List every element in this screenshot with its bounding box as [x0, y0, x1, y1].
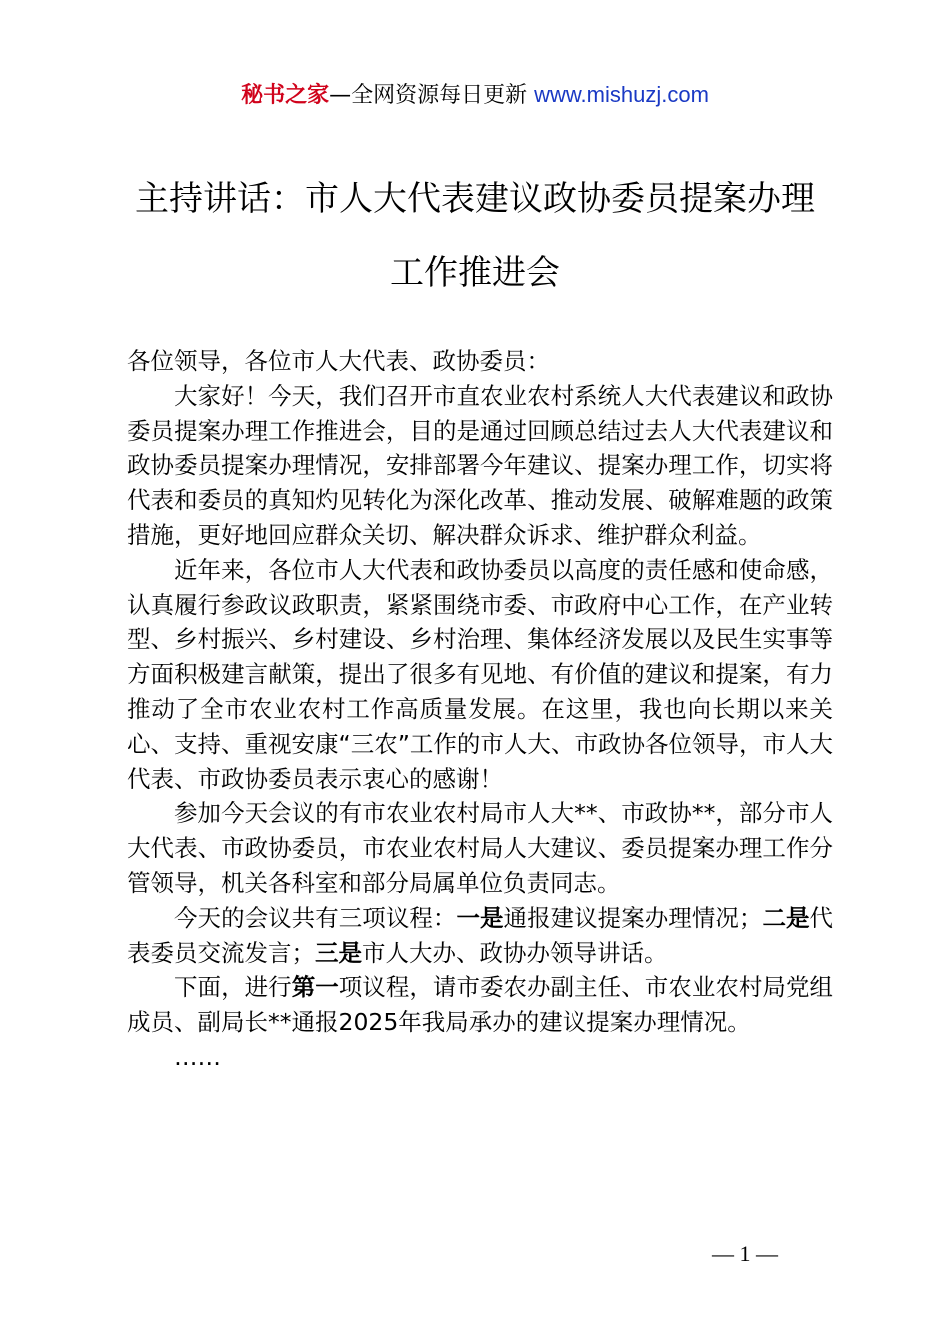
- page-number: — 1 —: [712, 1241, 778, 1266]
- agenda-item-2: 代表委员交流发言；: [127, 903, 834, 967]
- document-title: [100, 162, 850, 310]
- title-line-2: 工作推进会: [390, 253, 560, 293]
- paragraph-3: 参加今天会议的有市农业农村局市人大**、市政协**，部分市人大代表、市政协委员，市农业农村局人大建议、委员提案办理工作分管领导，机关各科室和部分局属单位负责同志。: [127, 799, 833, 897]
- paragraph-2: 近年来，各位市人大代表和政协委员以高度的责任感和使命感，认真履行参政议政职责，紧紧围绕市委、市政府中心工作，在产业转型、乡村振兴、乡村建设、乡村治理、集体经济发展以及民生实事等方面积极建言献策，提出了很多有见地、有价值的建议和提案，有力推动了全市农业农村工作高质量发展。在这里，我也向长期以来关心、支持、重视安康“三农”工作的市人大、市政协各位领导，市人大代表、市政协委员表示衷心的感谢！: [127, 555, 833, 793]
- ellipsis: ……: [174, 1042, 221, 1071]
- paragraph-5: [127, 970, 833, 1040]
- paragraph-4: [127, 901, 833, 971]
- p5-first-marker: 第一: [291, 973, 339, 1002]
- agenda-intro: 今天的会议共有三项议程：: [174, 903, 457, 932]
- site-header: [0, 80, 950, 111]
- agenda-item-3-marker: 三是: [315, 938, 362, 967]
- agenda-item-3: 市人大办、政协办领导讲话。: [362, 938, 668, 967]
- agenda-item-1: 通报建议提案办理情况；: [503, 903, 763, 932]
- salutation: 各位领导，各位市人大代表、政协委员：: [127, 347, 550, 375]
- agenda-item-2-marker: 二是: [762, 903, 810, 932]
- p5-text-rest: 项议程，请市委农办副主任、市农业农村局党组成员、副局长**通报2025年我局承办的建议提案办理情况。: [127, 973, 834, 1037]
- header-tagline: —全网资源每日更新: [329, 83, 535, 108]
- site-url-link[interactable]: www.mishuzj.com: [534, 82, 709, 107]
- brand-name: 秘书之家: [241, 83, 330, 108]
- agenda-item-1-marker: 一是: [456, 903, 504, 932]
- title-line-1: 主持讲话：市人大代表建议政协委员提案办理: [135, 179, 815, 219]
- document-body: [127, 344, 833, 1075]
- p5-text-start: 下面，进行: [174, 973, 292, 1002]
- paragraph-1: 大家好！今天，我们召开市直农业农村系统人大代表建议和政协委员提案办理工作推进会，目的是通过回顾总结过去人大代表建议和政协委员提案办理情况，安排部署今年建议、提案办理工作，切实将代表和委员的真知灼见转化为深化改革、推动发展、破解难题的政策措施，更好地回应群众关切、解决群众诉求、维护群众利益。: [127, 381, 833, 549]
